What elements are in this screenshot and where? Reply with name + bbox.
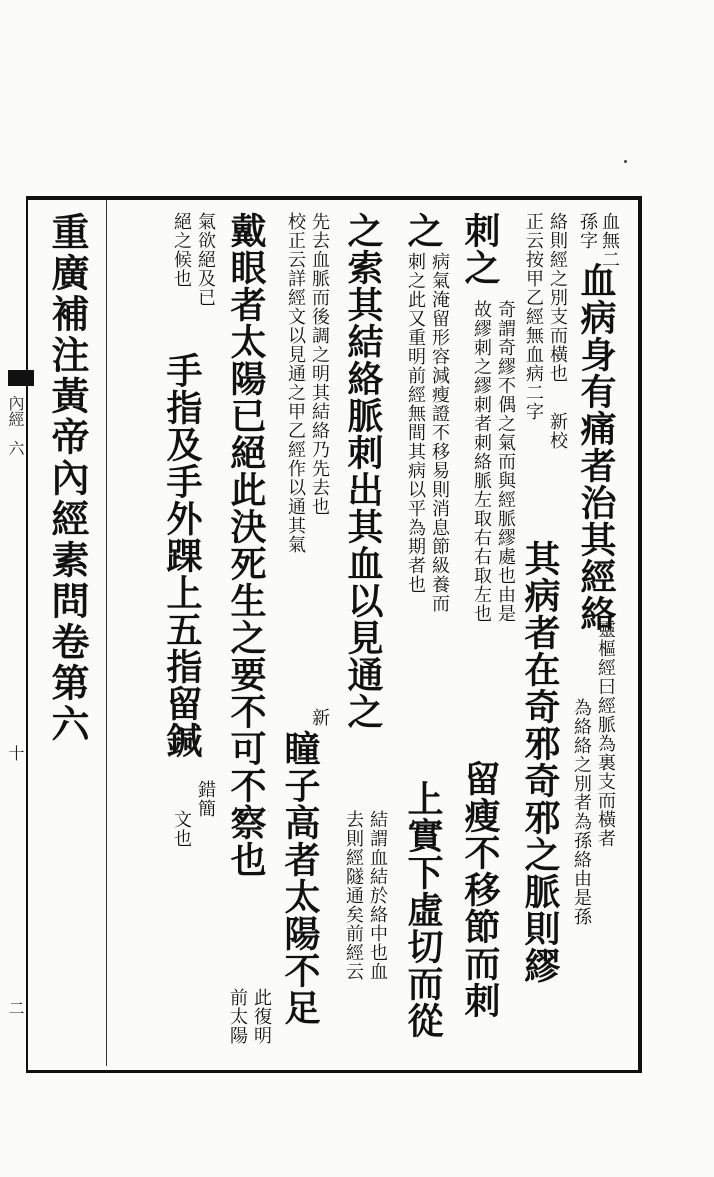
note-col-18: 前太陽 — [227, 988, 248, 1045]
main-col-8: 瞳子高者太陽不足 — [279, 730, 321, 1026]
note-col-14: 先去血脈而後調之明其結絡乃先去也 — [309, 212, 330, 516]
note-col-17: 此復明 — [251, 988, 272, 1045]
note-col-7: 正云按甲乙經無血病二字 — [523, 212, 544, 421]
volume-title: 重廣補注黃帝內經素問卷第六 — [45, 212, 90, 745]
note-col-4: 為絡絡之別者為孫絡由是孫 — [571, 698, 592, 926]
note-col-22: 文也 — [171, 810, 192, 848]
main-col-5-start: 之 — [402, 212, 444, 249]
note-col-19: 氣欲絕及已 — [195, 212, 216, 307]
note-col-20: 絕之候也 — [171, 212, 192, 288]
note-col-2: 孫字 — [577, 212, 598, 250]
note-col-9: 故繆刺之繆刺者刺絡脈左取右右取左也 — [471, 300, 492, 623]
note-col-12: 結謂血結於絡中也血 — [367, 810, 388, 981]
note-col-13: 去則經隧通矣前經云 — [343, 810, 364, 981]
note-col-5: 絡則經之別支而橫也 — [547, 212, 568, 383]
note-col-16: 校正云詳經文以見通之甲乙經作以通其氣 — [285, 212, 306, 554]
frame-left-rule — [26, 196, 28, 1072]
note-col-15: 新 — [309, 708, 330, 727]
main-col-3-start: 刺之 — [459, 212, 501, 286]
edge-label-1: 內經 — [6, 395, 25, 427]
main-col-7: 之索其結絡脈刺出其血以見通之 — [342, 212, 384, 730]
main-col-1: 血病身有痛者治其經絡 — [575, 262, 617, 632]
note-col-8: 奇謂奇繆不偶之氣而與經脈繆處也由是 — [495, 300, 516, 623]
note-col-11: 刺之此又重明前經無間其病以平為期者也 — [405, 252, 426, 594]
ink-dot — [624, 160, 627, 163]
note-col-1: 血無二 — [599, 212, 620, 269]
main-col-9: 戴眼者太陽已絕此決死生之要不可不察也 — [225, 212, 267, 878]
note-col-3: 靈樞經曰經脈為裏支而橫者 — [595, 620, 616, 848]
edge-label-3: 十 — [6, 745, 25, 761]
note-col-6: 新校 — [547, 412, 568, 450]
title-divider — [106, 200, 107, 1066]
main-col-10: 手指及手外踝上五指留鍼 — [161, 352, 203, 759]
edge-label-2: 六 — [6, 440, 25, 456]
note-col-10: 病氣淹留形容減瘦證不移易則消息節級養而 — [429, 252, 450, 613]
main-col-6: 上實下虛切而從 — [402, 780, 444, 1039]
book-edge — [0, 200, 26, 1066]
main-col-2: 其病者在奇邪奇邪之脈則繆 — [519, 540, 561, 984]
note-col-21: 錯簡 — [195, 780, 216, 818]
main-col-4: 留瘦不移節而刺 — [459, 760, 501, 1019]
edge-label-4: 二 — [6, 1000, 25, 1016]
